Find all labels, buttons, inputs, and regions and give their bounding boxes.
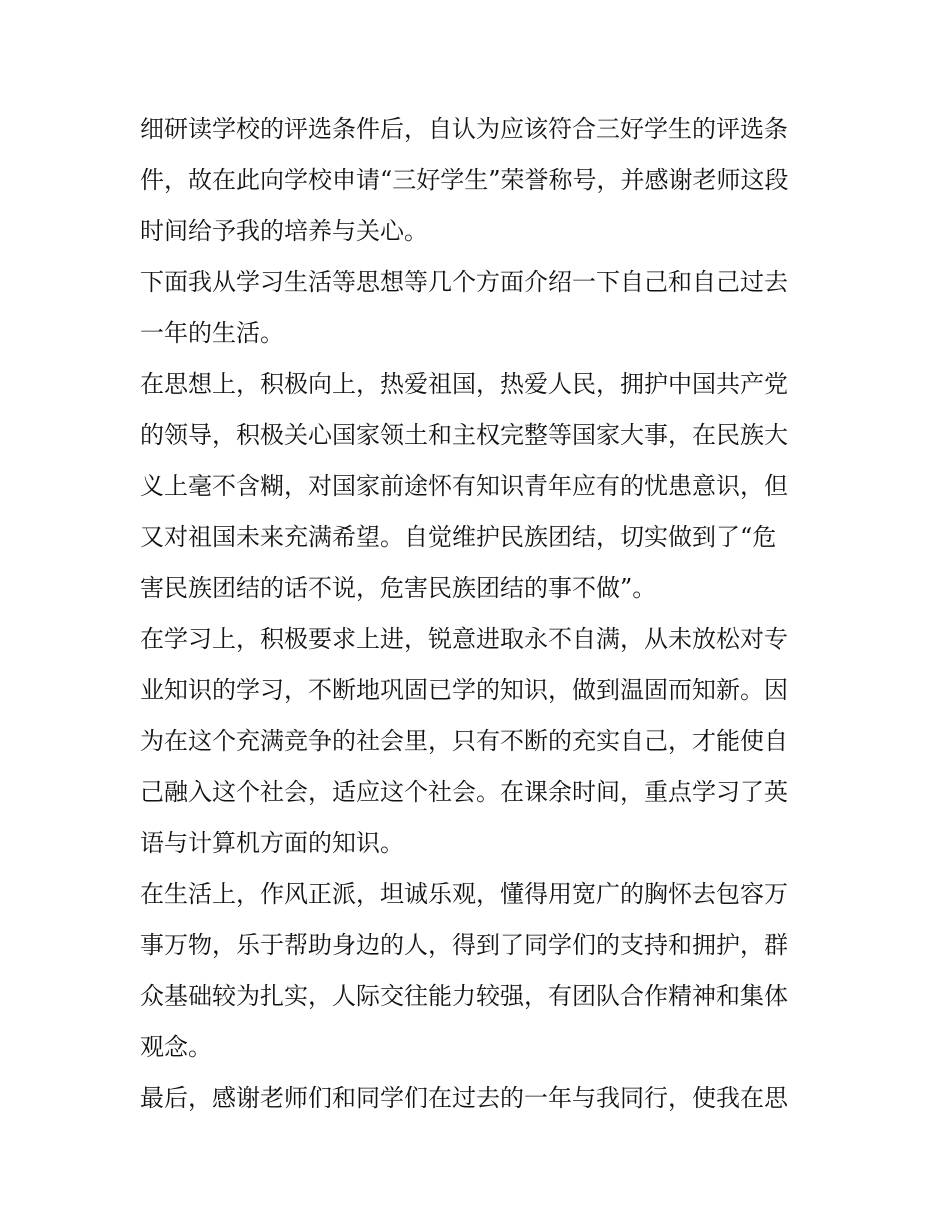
- text-line: 事万物，乐于帮助身边的人，得到了同学们的支持和拥护，群: [140, 931, 788, 959]
- text-line: 在学习上，积极要求上进，锐意进取永不自满，从未放松对专: [140, 625, 788, 653]
- paragraph-overview: [140, 257, 812, 359]
- text-line: 又对祖国未来充满希望。自觉维护民族团结，切实做到了“危: [140, 523, 777, 551]
- document-body: [140, 104, 812, 1124]
- paragraph-study: [140, 614, 812, 869]
- text-line: 一年的生活。: [140, 319, 284, 347]
- paragraph-intro: [140, 104, 812, 257]
- text-line: 细研读学校的评选条件后，自认为应该符合三好学生的评选条: [140, 115, 788, 143]
- text-line: 为在这个充满竞争的社会里，只有不断的充实自己，才能使自: [140, 727, 788, 755]
- paragraph-life: [140, 869, 812, 1073]
- text-line: 害民族团结的话不说，危害民族团结的事不做”。: [140, 574, 657, 602]
- text-line: 在思想上，积极向上，热爱祖国，热爱人民，拥护中国共产党: [140, 370, 788, 398]
- text-line: 义上毫不含糊，对国家前途怀有知识青年应有的忧患意识，但: [140, 472, 788, 500]
- text-line: 己融入这个社会，适应这个社会。在课余时间，重点学习了英: [140, 778, 788, 806]
- text-line: 众基础较为扎实，人际交往能力较强，有团队合作精神和集体: [140, 982, 788, 1010]
- text-line: 的领导，积极关心国家领土和主权完整等国家大事，在民族大: [140, 421, 788, 449]
- text-line: 业知识的学习，不断地巩固已学的知识，做到温固而知新。因: [140, 676, 788, 704]
- text-line: 下面我从学习生活等思想等几个方面介绍一下自己和自己过去: [140, 268, 788, 296]
- paragraph-closing: [140, 1073, 812, 1124]
- text-line: 观念。: [140, 1033, 212, 1061]
- text-line: 时间给予我的培养与关心。: [140, 217, 428, 245]
- text-line: 语与计算机方面的知识。: [140, 829, 404, 857]
- text-line: 最后，感谢老师们和同学们在过去的一年与我同行，使我在思: [140, 1084, 788, 1112]
- text-line: 件，故在此向学校申请“三好学生”荣誉称号，并感谢老师这段: [140, 166, 789, 194]
- text-line: 在生活上，作风正派，坦诚乐观，懂得用宽广的胸怀去包容万: [140, 880, 788, 908]
- paragraph-ideology: [140, 359, 812, 614]
